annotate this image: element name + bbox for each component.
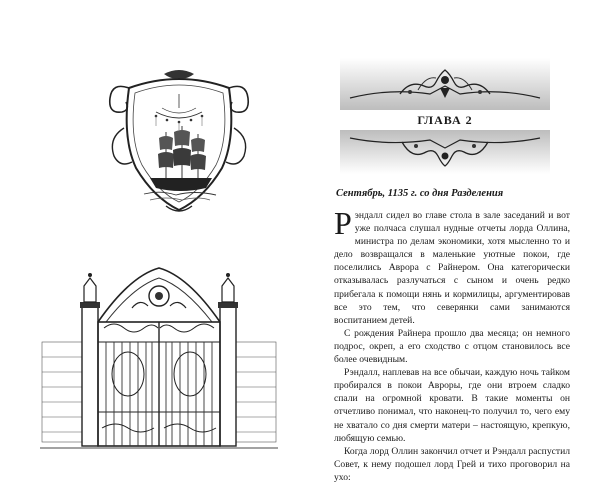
chapter-subtitle: Сентябрь, 1135 г. со дня Разделения xyxy=(336,188,504,199)
paragraph xyxy=(334,445,570,484)
ornate-iron-gate-illustration xyxy=(40,262,278,454)
paragraph xyxy=(334,327,570,366)
crest-with-ship-illustration xyxy=(104,68,254,216)
paragraph xyxy=(334,205,570,327)
drop-cap: Р xyxy=(334,205,352,241)
right-page xyxy=(304,0,608,491)
paragraph xyxy=(334,366,570,445)
chapter-body-text xyxy=(334,205,570,484)
chapter-footer-ornament xyxy=(340,130,550,174)
chapter-header-ornament xyxy=(340,58,550,110)
chapter-title: ГЛАВА 2 xyxy=(417,113,473,127)
paragraph-text: Рэндалл, наплевав на все обычаи, каждую ночь тайком пробирался в покои Авроры, где они втроем сладко спали на огромной кровати. В такие моменты он отчетливо понимал, что наконец-то получил то, чего ему не хватало со дня смерти матери – настоящую, крепкую, любящую семью. xyxy=(334,367,570,444)
paragraph-text: С рождения Райнера прошло два месяца; он немного подрос, окреп, а его сходство с отцом становилось все более очевидным. xyxy=(334,327,570,366)
paragraph-text: эндалл сидел во главе стола в зале заседаний и вот уже полчаса слушал нудные отчеты лорда Оллина, министра по делам экономики, хотя мысленно то и дело возвращался в маленькие уютные покои, где поселились Аврора с Райнером. Она категорически отказывалась разлучаться с сыном и очень редко прибегала к помощи нянь и кормилицы, аргументировав все это тем, что северянки сами занимаются воспитанием детей. xyxy=(334,210,570,326)
paragraph-text: Когда лорд Оллин закончил отчет и Рэндалл распустил Совет, к нему подошел лорд Грей и тихо проговорил на ухо: xyxy=(334,445,570,483)
